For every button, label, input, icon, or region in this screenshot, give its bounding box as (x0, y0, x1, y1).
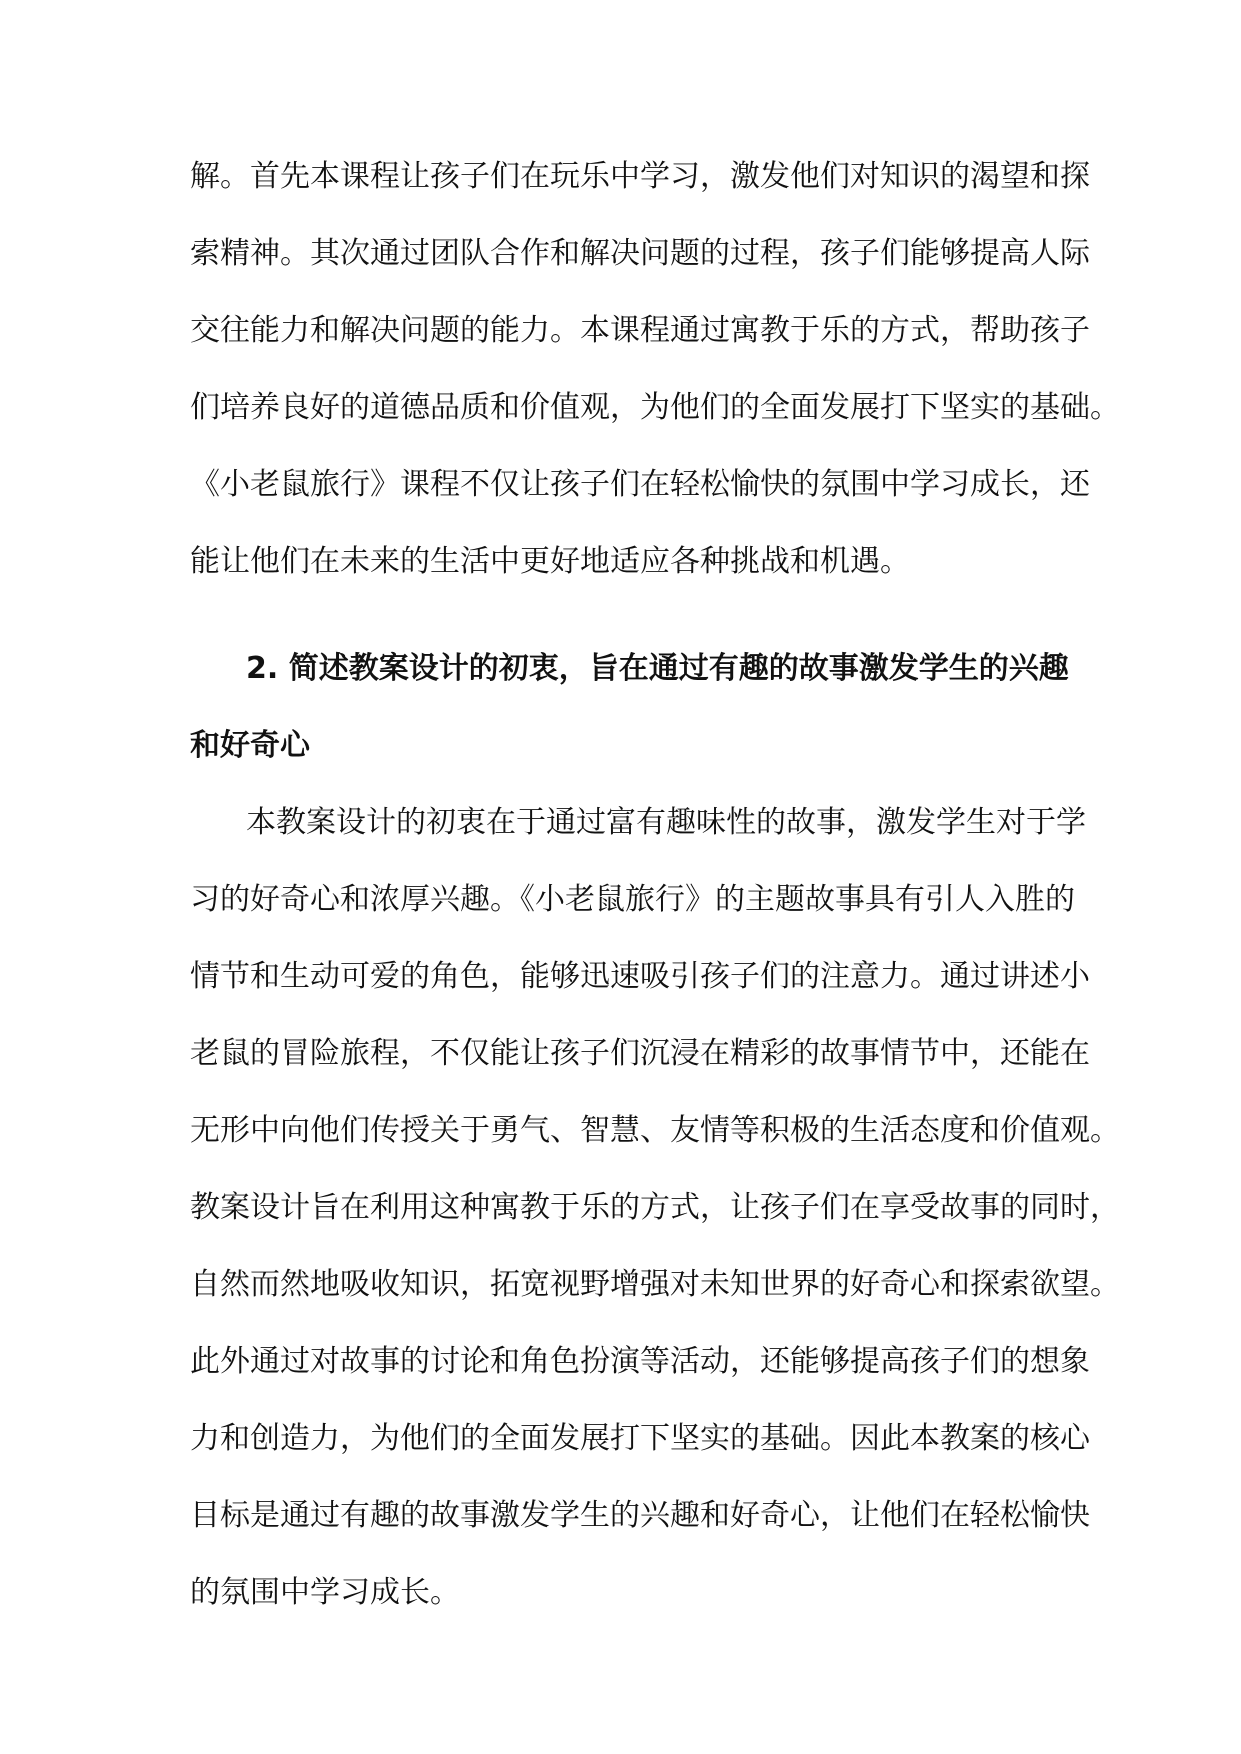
text-line: 们培养良好的道德品质和价值观，为他们的全面发展打下坚实的基础。 (190, 390, 1120, 425)
paragraph-continued (190, 138, 1120, 600)
text-line: 此外通过对故事的讨论和角色扮演等活动，还能够提高孩子们的想象 (190, 1344, 1090, 1379)
text-line: 目标是通过有趣的故事激发学生的兴趣和好奇心，让他们在轻松愉快 (190, 1498, 1090, 1533)
text-line: 的氛围中学习成长。 (190, 1575, 460, 1610)
text-line: 力和创造力，为他们的全面发展打下坚实的基础。因此本教案的核心 (190, 1421, 1090, 1456)
section-body (190, 784, 1120, 1631)
text-line: 解。首先本课程让孩子们在玩乐中学习，激发他们对知识的渴望和探 (190, 159, 1090, 194)
text-line: 自然而然地吸收知识，拓宽视野增强对未知世界的好奇心和探索欲望。 (190, 1267, 1120, 1302)
text-line: 交往能力和解决问题的能力。本课程通过寓教于乐的方式，帮助孩子 (190, 313, 1090, 348)
document-page (190, 138, 1120, 1631)
text-line: 能让他们在未来的生活中更好地适应各种挑战和机遇。 (190, 544, 910, 579)
heading-line: 2. 简述教案设计的初衷，旨在通过有趣的故事激发学生的兴趣 (246, 651, 1069, 686)
text-line: 本教案设计的初衷在于通过富有趣味性的故事，激发学生对于学 (246, 805, 1086, 840)
text-line: 《小老鼠旅行》课程不仅让孩子们在轻松愉快的氛围中学习成长，还 (190, 467, 1090, 502)
text-line: 教案设计旨在利用这种寓教于乐的方式，让孩子们在享受故事的同时， (190, 1190, 1120, 1225)
heading-line: 和好奇心 (190, 728, 310, 763)
section-heading (190, 630, 1069, 784)
text-line: 习的好奇心和浓厚兴趣。《小老鼠旅行》的主题故事具有引人入胜的 (190, 882, 1075, 917)
text-line: 老鼠的冒险旅程，不仅能让孩子们沉浸在精彩的故事情节中，还能在 (190, 1036, 1090, 1071)
text-line: 情节和生动可爱的角色，能够迅速吸引孩子们的注意力。通过讲述小 (190, 959, 1090, 994)
text-line: 无形中向他们传授关于勇气、智慧、友情等积极的生活态度和价值观。 (190, 1113, 1120, 1148)
paragraph-gap (190, 600, 1050, 630)
text-line: 索精神。其次通过团队合作和解决问题的过程，孩子们能够提高人际 (190, 236, 1090, 271)
